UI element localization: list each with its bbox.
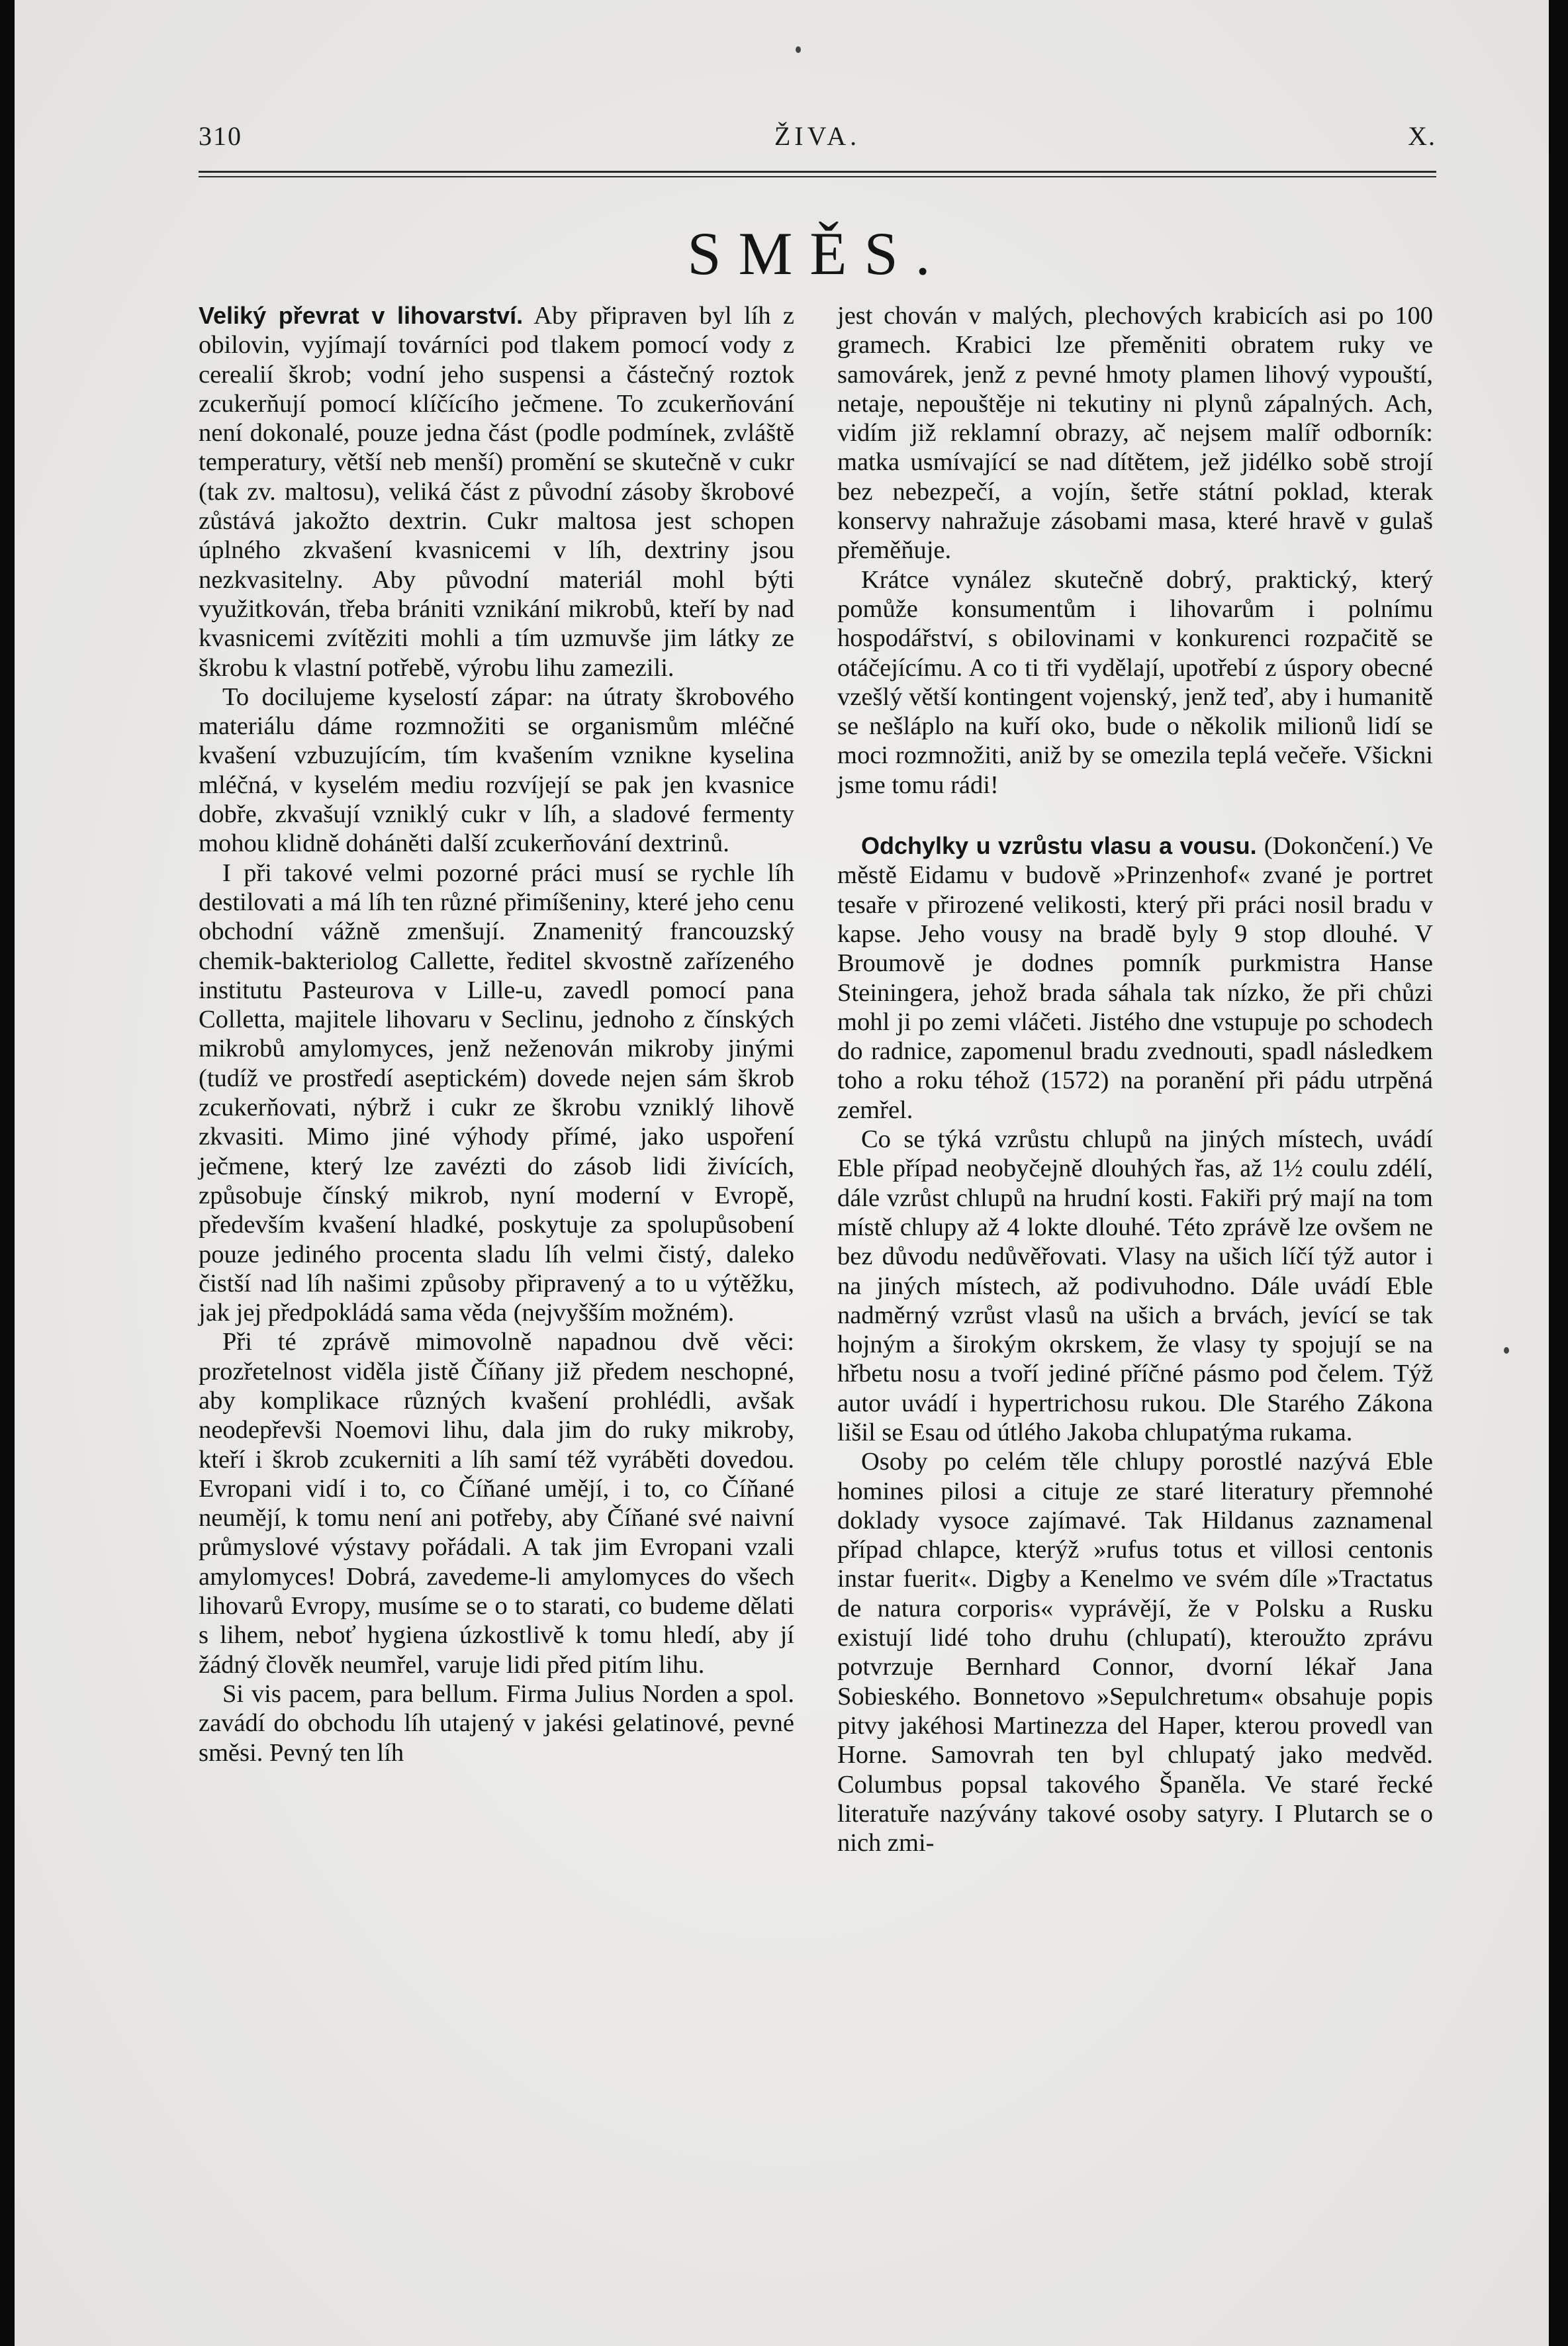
paragraph-text: (Dokončení.) Ve městě Eidamu v budově »Prinzenhof« zvané je portret tesaře v přirozené velikosti, který při práci nosil bradu v kapse. Jeho vousy na bradě byly 9 stop dlouhé. V Broumově je dodnes pomník purkmistra Hanse Steiningera, jehož brada sáhala tak nízko, že při chůzi mohl ji po zemi vláčeti. Jistého dne vstupuje po schodech do radnice, zapomenul bradu zvednouti, spadl následkem toho a roku téhož (1572) na poranění při pádu utrpěná zemřel.	[837, 832, 1434, 1124]
section-title: SMĚS.	[687, 220, 948, 287]
article-paragraph: Si vis pacem, para bellum. Firma Julius Norden a spol. zavádí do obchodu líh utajený v jakési gelatinové, pevné směsi. Pevný ten líh	[199, 1679, 794, 1767]
header-rule	[199, 171, 1436, 173]
right-column	[837, 301, 1433, 1857]
ink-speck	[1504, 1347, 1509, 1354]
page-number: 310	[199, 121, 242, 151]
article-paragraph	[199, 301, 794, 682]
article-paragraph: I při takové velmi pozorné práci musí se rychle líh destilovati a má líh ten různé přimíšeniny, které jeho cenu obchodní vážně zmenšují. Znamenitý francouzský chemik-bakteriolog Callette, ředitel skvostně zařízeného institutu Pasteurova v Lille-u, zavedl pomocí pana Colletta, majitele lihovaru v Seclinu, jednoho z čínských mikrobů amylomyces, jenž neženován mikroby jinými (tudíž ve prostředí aseptickém) dovede nejen sám škrob zcukerňovati, nýbrž i cukr ze škrobu vzniklý lihově zkvasiti. Mimo jiné výhody přímé, jako uspoření ječmene, který lze zavézti do zásob lidi živících, způsobuje čínský mikrob, nyní moderní v Evropě, především kvašení hladké, poskytuje za spolupůsobení pouze jediného procenta sladu líh velmi čistý, daleko čistší nad líh našimi způsoby připravený a to u výtěžku, jak jej předpokládá sama věda (nejvyšším možném).	[199, 859, 794, 1327]
article-heading: Veliký převrat v lihovarství.	[199, 302, 524, 329]
article-paragraph: Při té zprávě mimovolně napadnou dvě věci: prozřetelnost viděla jistě Číňany již předem neschopné, aby komplikace různých kvašení prohlédli, avšak neodepřevši Noemovi lihu, dala jim do ruky mikroby, kteří i škrob zcukerniti a líh samí též vyráběti dovedou. Evropani vidí i to, co Číňané umějí, i to, co Číňané neumějí, k tomu není ani potřeby, aby Číňané své naivní průmyslové výstavy pořádali. A tak jim Evropani vzali amylomyces! Dobrá, zavedeme-li amylomyces do všech lihovarů Evropy, musíme se o to starati, co budeme dělati s lihem, neboť hygiena úzkostlivě k tomu hledí, aby jí žádný člověk neumřel, varuje lidi před pitím lihu.	[199, 1328, 794, 1679]
ink-speck	[796, 46, 801, 53]
article-paragraph: Co se týká vzrůstu chlupů na jiných místech, uvádí Eble případ neobyčejně dlouhých řas, až 1½ coulu zdélí, dále vzrůst chlupů na hrudní kosti. Fakiři prý mají na tom místě chlupy až 4 lokte dlouhé. Této zprávě lze ovšem ne bez důvodu nedůvěřovati. Vlasy na ušich líčí týž autor i na jiných místech, až podivuhodno. Dále uvádí Eble nadměrný vzrůst vlasů na ušich a brvách, jevící se tak hojným a širokým okrskem, že vlasy ty spojují se na hřbetu nosu a tvoří jediné příčné pásmo pod čelem. Týž autor uvádí i hypertrichosu rukou. Dle Starého Zákona lišil se Esau od útlého Jakoba chlupatýma rukama.	[837, 1125, 1433, 1446]
article-gap	[837, 800, 1433, 831]
paragraph-text: Aby připraven byl líh z obilovin, vyjímají továrníci pod tlakem pomocí vody z cerealií škrob; vodní jeho suspensi a částečný roztok zcukerňují pomocí klíčícího ječmene. To zcukerňování není dokonalé, pouze jedna část (podle podmínek, zvláště temperatury, větší neb menší) promění se skutečně v cukr (tak zv. maltosu), veliká část z původní zásoby škrobové zůstává jakožto dextrin. Cukr maltosa jest schopen úplného zkvašení kvasnicemi v líh, dextriny jsou nezkvasitelny. Aby původní materiál mohl býti využitkován, třeba brániti vznikání mikrobů, kteří by nad kvasnicemi zvítěziti mohli a tím uzmuvše jim látky ze škrobu k vlastní potřebě, výrobu lihu zamezili.	[199, 302, 794, 682]
header-rule-thin	[199, 176, 1436, 177]
article-paragraph: Krátce vynález skutečně dobrý, praktický, který pomůže konsumentům i lihovarům i polnímu hospodářství, s obilovinami v konkurenci rozpačitě se otáčejícímu. A co ti tři vydělají, upotřebí z úspory obecné vzešlý větší kontingent vojenský, jenž teď, aby i humanitě se nešláplo na kuří oko, bude o několik milionů lidí se moci rozmnožiti, aniž by se omezila teplá večeře. Všickni jsme tomu rádi!	[837, 565, 1433, 799]
left-column	[199, 301, 794, 1767]
article-paragraph: jest chován v malých, plechových krabicích asi po 100 gramech. Krabici lze přeměniti obratem ruky ve samovárek, jenž z pevné hmoty plamen lihový vypouští, netaje, nepouštěje ni tekutiny ni plynů zápalných. Ach, vidím již reklamní obrazy, ač nejsem malíř odborník: matka usmívající se nad dítětem, jež jidélko sobě strojí bez nebezpečí, a vojín, šetře státní poklad, kterak konservy nahražuje zásobami masa, které hravě v gulaš přeměňuje.	[837, 302, 1433, 565]
volume-number: X.	[1408, 121, 1436, 151]
running-title: ŽIVA.	[774, 121, 861, 151]
article-heading: Odchylky u vzrůstu vlasu a vousu.	[861, 832, 1257, 860]
article-paragraph	[837, 831, 1433, 1125]
article-paragraph: Osoby po celém těle chlupy porostlé nazývá Eble homines pilosi a cituje ze staré literatury přemnohé doklady vysoce zajímavé. Tak Hildanus zaznamenal případ chlapce, kterýž »rufus totus et villosi centonis instar fuerit«. Digby a Kenelmo ve svém díle »Tractatus de natura corporis« vyprávějí, že v Polsku a Rusku existují lidé toho druhu (chlupatí), kteroužto zprávu potvrzuje Bernhard Connor, dvorní lékař Jana Sobieského. Bonnetovo »Sepulchretum« obsahuje popis pitvy jakéhosi Martinezza del Haper, kterou provedl van Horne. Samovrah ten byl chlupatý jako medvěd. Columbus popsal takového Španěla. Ve staré řecké literatuře nazývány takové osoby satyry. I Plutarch se o nich zmi-	[837, 1448, 1433, 1857]
running-head	[199, 120, 1436, 160]
article-paragraph: To docilujeme kyselostí zápar: na útraty škrobového materiálu dáme rozmnožiti se organismům mléčné kvašení vzbuzujícím, tím kvašením vznikne kyselina mléčná, v kyselém mediu rozvíjejí se pak jen kvasnice dobře, zkvašují vzniklý cukr v líh, a sladové fermenty mohou klidně doháněti další zcukerňování dextrinů.	[199, 682, 794, 858]
